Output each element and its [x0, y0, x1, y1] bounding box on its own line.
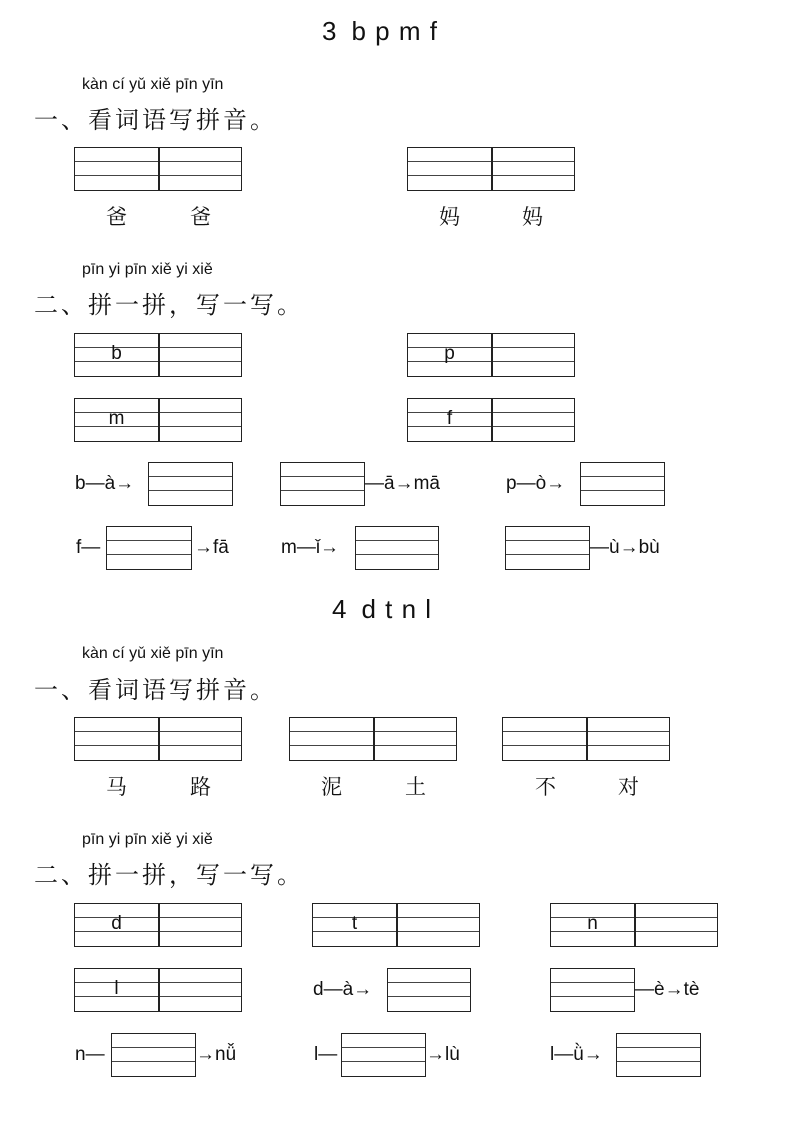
letter-writing-box[interactable]: [74, 398, 242, 442]
word-character: 对: [618, 775, 639, 799]
spelling-prefix: m—ǐ→: [281, 537, 340, 558]
word-character: 土: [405, 775, 426, 799]
word-character: 路: [190, 775, 211, 799]
box-divider: [158, 148, 160, 190]
answer-box[interactable]: [550, 968, 635, 1012]
box-divider: [396, 904, 398, 946]
answer-box[interactable]: [111, 1033, 196, 1077]
section1-heading: 一、看词语写拼音。: [34, 106, 277, 134]
box-divider: [373, 718, 375, 760]
box-divider: [491, 399, 493, 441]
pinyin-writing-box[interactable]: [289, 717, 457, 761]
word-character: 爸: [106, 205, 127, 229]
lesson4-number: 4: [332, 594, 348, 624]
section2-heading: 二、拼一拼，写一写。: [34, 291, 304, 319]
letter-hint: f: [446, 408, 453, 429]
letter-writing-box[interactable]: [74, 903, 242, 947]
box-divider: [158, 334, 160, 376]
word-character: 妈: [522, 205, 543, 229]
answer-box[interactable]: [387, 968, 471, 1012]
spelling-prefix: f—: [76, 537, 101, 558]
section1-pinyin: kàn cí yǔ xiě pīn yīn: [82, 76, 224, 93]
box-divider: [491, 148, 493, 190]
letter-hint: t: [351, 913, 358, 934]
answer-box[interactable]: [616, 1033, 701, 1077]
pinyin-writing-box[interactable]: [407, 147, 575, 191]
lesson3-letters: b p m f: [351, 16, 438, 46]
letter-hint: p: [444, 343, 455, 364]
letter-writing-box[interactable]: [312, 903, 480, 947]
section1-pinyin: kàn cí yǔ xiě pīn yīn: [82, 645, 224, 662]
pinyin-writing-box[interactable]: [74, 717, 242, 761]
box-divider: [158, 969, 160, 1011]
section2-pinyin: pīn yi pīn xiě yi xiě: [82, 261, 213, 278]
spelling-suffix: —ù→bù: [590, 537, 660, 558]
section1-heading: 一、看词语写拼音。: [34, 676, 277, 704]
word-character: 泥: [321, 775, 342, 799]
word-character: 不: [535, 775, 556, 799]
word-character: 马: [106, 775, 127, 799]
answer-box[interactable]: [148, 462, 233, 506]
word-character: 爸: [190, 205, 211, 229]
section2-pinyin: pīn yi pīn xiě yi xiě: [82, 831, 213, 848]
pinyin-writing-box[interactable]: [74, 147, 242, 191]
lesson3-number: 3: [322, 16, 338, 46]
box-divider: [491, 334, 493, 376]
answer-box[interactable]: [355, 526, 439, 570]
spelling-suffix: —ā→mā: [365, 473, 440, 494]
answer-box[interactable]: [505, 526, 590, 570]
spelling-suffix: →nǚ: [196, 1044, 237, 1065]
box-divider: [158, 904, 160, 946]
letter-writing-box[interactable]: [550, 903, 718, 947]
spelling-prefix: n—: [75, 1044, 105, 1065]
answer-box[interactable]: [580, 462, 665, 506]
lesson4-letters: d t n l: [361, 594, 433, 624]
lesson3-title: [322, 16, 438, 47]
letter-writing-box[interactable]: [74, 333, 242, 377]
box-divider: [586, 718, 588, 760]
lesson4-title: [332, 594, 432, 625]
spelling-prefix: d—à→: [313, 979, 373, 1000]
spelling-prefix: l—ǜ→: [550, 1044, 603, 1065]
answer-box[interactable]: [341, 1033, 426, 1077]
letter-hint: n: [587, 913, 598, 934]
section2-heading: 二、拼一拼，写一写。: [34, 861, 304, 889]
spelling-prefix: l—: [314, 1044, 338, 1065]
pinyin-writing-box[interactable]: [502, 717, 670, 761]
letter-writing-box[interactable]: [407, 333, 575, 377]
letter-hint: b: [111, 343, 122, 364]
letter-writing-box[interactable]: [407, 398, 575, 442]
spelling-prefix: b—à→: [75, 473, 135, 494]
box-divider: [634, 904, 636, 946]
letter-hint: m: [108, 408, 125, 429]
answer-box[interactable]: [106, 526, 192, 570]
spelling-suffix: →fā: [194, 537, 229, 558]
letter-hint: d: [111, 913, 122, 934]
letter-writing-box[interactable]: [74, 968, 242, 1012]
spelling-suffix: →lù: [426, 1044, 460, 1065]
box-divider: [158, 718, 160, 760]
box-divider: [158, 399, 160, 441]
spelling-suffix: —è→tè: [635, 979, 700, 1000]
letter-hint: l: [114, 978, 119, 999]
answer-box[interactable]: [280, 462, 365, 506]
spelling-prefix: p—ò→: [506, 473, 566, 494]
word-character: 妈: [439, 205, 460, 229]
